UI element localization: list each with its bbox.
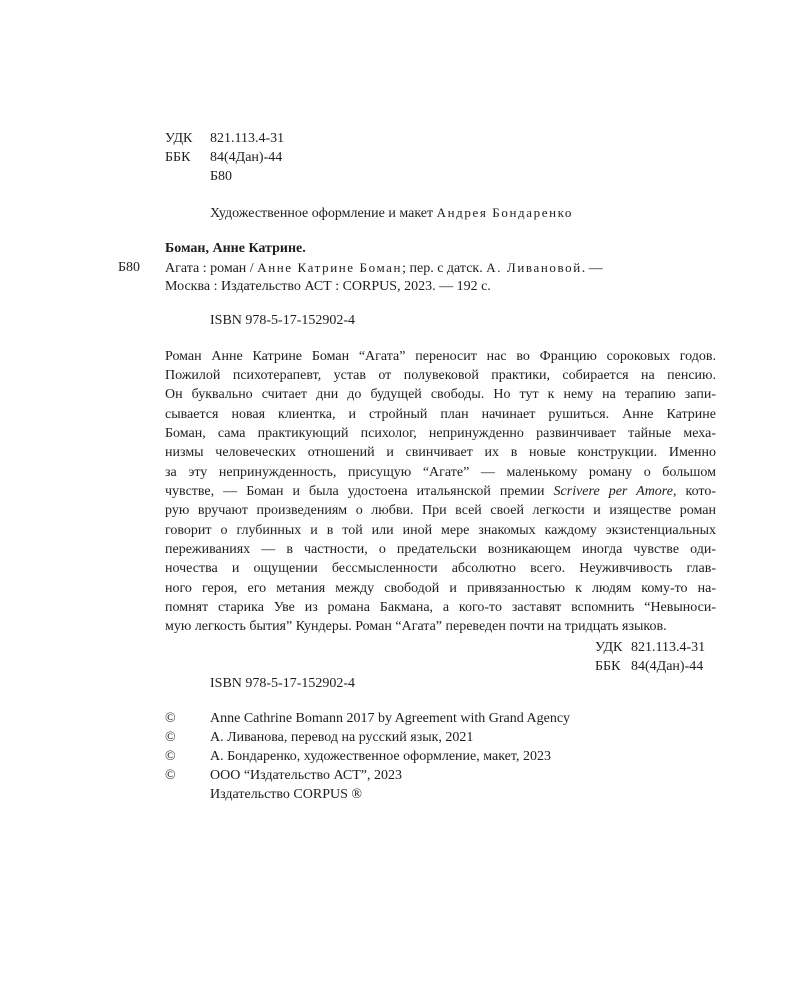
publisher-line: Издательство CORPUS ® — [210, 787, 363, 802]
copyright-text: А. Бондаренко, художественное оформление, макет, 2023 — [210, 749, 551, 764]
annotation-line: помнят старика Уве из романа Бакмана, а кого-то заставят вспомнить “Невыноси- — [165, 600, 716, 615]
catalog-imprint: Москва : Издательство АСТ : CORPUS, 2023. — 192 с. — [165, 279, 491, 294]
footer-isbn: ISBN 978-5-17-152902-4 — [210, 676, 356, 691]
udk-value: 821.113.4-31 — [210, 131, 285, 146]
footer-udk — [595, 638, 800, 657]
catalog-author: Анне Катрине Боман — [257, 260, 403, 275]
annotation-line: переживаниях — в частности, о предательски возникающем иногда чувстве оди- — [165, 542, 716, 557]
author-sign: Б80 — [210, 169, 233, 184]
catalog-title: Агата : роман / — [165, 261, 258, 276]
prize-name: Scrivere per Amore — [553, 484, 673, 499]
annotation-line: рую вручают произведениям о любви. При всей своей легкости и изяществе роман — [165, 503, 716, 518]
annotation-line: Роман Анне Катрине Боман “Агата” переносит нас во Францию сороковых годов. — [165, 349, 716, 364]
copyright-text: ООО “Издательство АСТ”, 2023 — [210, 768, 402, 783]
catalog-isbn: ISBN 978-5-17-152902-4 — [210, 313, 356, 328]
annotation-line: мую легкость бытия” Кундеры. Роман “Агата” переведен почти на тридцать языков. — [165, 619, 667, 634]
catalog-title-line — [165, 258, 603, 278]
catalog-translation: ; пер. с датск. — [402, 261, 487, 276]
footer-bbk-label: ББК — [595, 659, 621, 674]
designer-name: Андрея Бондаренко — [436, 205, 573, 220]
author-heading: Боман, Анне Катрине. — [165, 241, 306, 256]
bbk-label: ББК — [165, 150, 191, 165]
annotation-line: Он буквально считает дни до будущей свободы. Но тут к нему на терапию запи- — [165, 387, 716, 402]
annotation-line: за эту непринужденность, присущую “Агате” — маленькому роману о большом — [165, 465, 716, 480]
design-credit — [210, 203, 573, 223]
footer-bbk-value: 84(4Дан)-44 — [631, 659, 704, 674]
bbk-value: 84(4Дан)-44 — [210, 150, 283, 165]
catalog-sign: Б80 — [118, 260, 141, 275]
design-credit-text: Художественное оформление и макет — [210, 206, 437, 221]
footer-udk-label: УДК — [595, 640, 623, 655]
annotation-line: Боман, сама практикующий психолог, непринужденно развинчивает тайные меха- — [165, 426, 716, 441]
annotation-line: ного героя, его метания между свободой и привязанностью к людям кому-то на- — [165, 581, 716, 596]
footer-bbk — [595, 657, 800, 676]
annotation-text: , кото- — [672, 484, 716, 499]
copyright-symbol: © — [165, 749, 176, 764]
annotation-line: говорит о глубинных и в той или иной мере знакомых каждому экзистенциальных — [165, 523, 716, 538]
copyright-text: Anne Cathrine Bomann 2017 by Agreement with Grand Agency — [210, 711, 571, 726]
udk-label: УДК — [165, 131, 193, 146]
catalog-translator: А. Ливановой — [486, 260, 582, 275]
copyright-symbol: © — [165, 768, 176, 783]
annotation-line: низмы человеческих отношений и свинчивает их в новые конструкции. Именно — [165, 445, 716, 460]
copyright-symbol: © — [165, 730, 176, 745]
catalog-tail: . — — [581, 261, 603, 276]
annotation-line: Пожилой психотерапевт, устав от полувековой практики, собирается на пенсию. — [165, 368, 716, 383]
annotation-line — [165, 482, 716, 501]
footer-udk-value: 821.113.4-31 — [631, 640, 706, 655]
copyright-text: А. Ливанова, перевод на русский язык, 2021 — [210, 730, 474, 745]
annotation-line: ночества и ощущении бессмысленности абсолютно всего. Неуживчивость глав- — [165, 561, 716, 576]
annotation-text: чувстве, — Боман и была удостоена итальянской премии — [165, 484, 554, 499]
copyright-symbol: © — [165, 711, 176, 726]
annotation-line: сывается новая клиентка, и стройный план начинает рушиться. Анне Катрине — [165, 407, 716, 422]
